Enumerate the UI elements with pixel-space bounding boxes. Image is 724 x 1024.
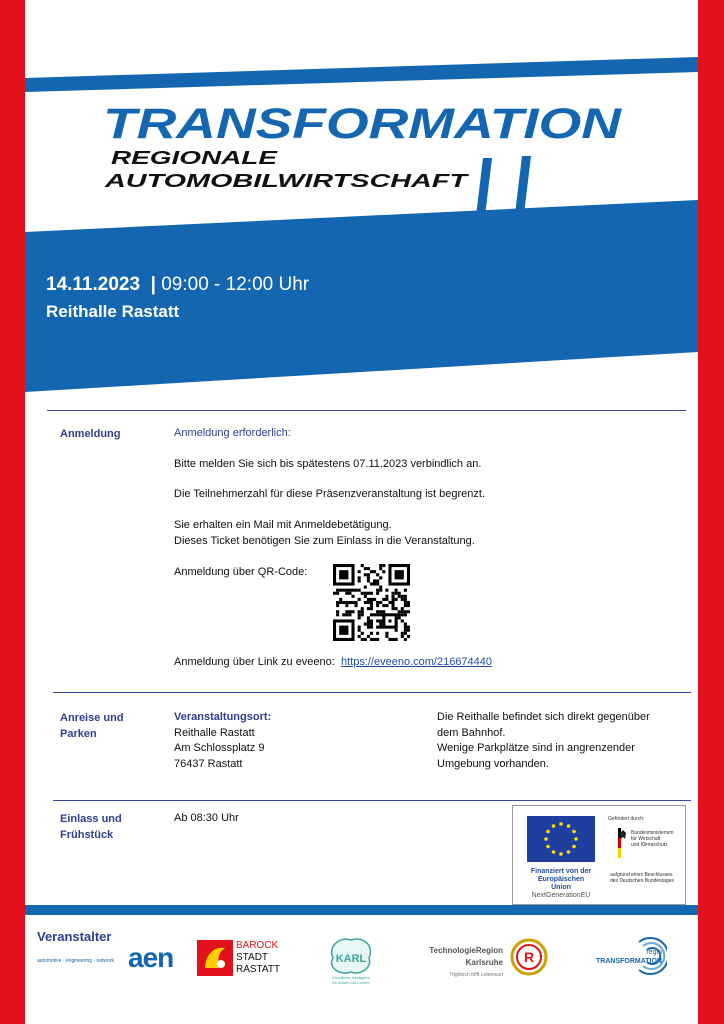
karl-name: KARL: [335, 953, 367, 965]
anmeldung-intro: Anmeldung erforderlich:: [174, 427, 291, 439]
barock-logo-icon: [197, 940, 233, 976]
flyer-page: [25, 0, 698, 1024]
address-line2: Am Schlossplatz 9: [174, 742, 265, 754]
gefoerdert-label: Gefördert durch:: [608, 816, 645, 822]
venue-note-line4: Umgebung vorhanden.: [437, 757, 549, 770]
anreise-label-line2: Parken: [60, 728, 97, 740]
event-venue: Reithalle Rastatt: [46, 302, 180, 321]
karl-subtitle: [325, 975, 377, 985]
section-divider: [53, 692, 691, 693]
einlass-label: [60, 811, 122, 843]
venue-note-line1: Die Reithalle befindet sich direkt gegenüber: [437, 711, 650, 723]
ministry-line2: für Wirtschaft: [631, 836, 661, 842]
eu-text: [527, 868, 595, 900]
ministry-name: [631, 830, 674, 848]
aen-tagline: automotive · engineering · network: [37, 958, 114, 964]
regio-line1: regio: [646, 949, 662, 956]
header-graphic: [25, 0, 698, 400]
event-date-time: [46, 274, 309, 296]
venue-note-line2: dem Bahnhof.: [437, 726, 506, 739]
footer-bar: [25, 905, 698, 915]
anmeldung-deadline: Bitte melden Sie sich bis spätestens 07.11.2023 verbindlich an.: [174, 458, 482, 470]
slash-mark: [515, 156, 531, 214]
barock-text: [236, 940, 280, 976]
german-eagle-icon: [618, 828, 628, 858]
tr-line3: Hightech trifft Lebensart: [450, 972, 503, 978]
top-stripe: [25, 57, 698, 92]
tr-line1: TechnologieRegion: [429, 946, 503, 955]
slash-mark: [507, 0, 523, 57]
decision-line2: des Deutschen Bundestages: [610, 878, 674, 884]
anmeldung-mail-note: Sie erhalten ein Mail mit Anmeldebetätigung.: [174, 519, 392, 531]
karl-line2: für Arbeit und Lernen: [332, 980, 370, 985]
eveeno-link[interactable]: https://eveeno.com/216674440: [340, 656, 493, 668]
event-title: TRANSFORMATION: [103, 100, 623, 148]
barock-line1: BAROCK: [236, 940, 279, 951]
eu-line3: NextGenerationEU: [531, 892, 591, 899]
einlass-label-line2: Frühstück: [60, 829, 114, 841]
section-divider: [53, 800, 691, 801]
technologieregion-badge-icon: [510, 938, 548, 976]
decision-line1: aufgrund eines Beschlusses: [610, 872, 673, 878]
venue-block: [174, 710, 271, 772]
event-subtitle-line1: REGIONALE: [111, 148, 279, 168]
anmeldung-capacity: Die Teilnehmerzahl für diese Präsenzveranstaltung ist begrenzt.: [174, 488, 486, 500]
eu-line1: Finanziert von der: [530, 868, 592, 875]
eu-flag-icon: [527, 816, 595, 862]
barock-line3: RASTATT: [236, 964, 281, 975]
ministry-line1: Bundesministerium: [631, 830, 674, 836]
anreise-label: [60, 710, 124, 742]
tr-line2: Karlsruhe: [465, 958, 503, 967]
qr-label: Anmeldung über QR-Code:: [174, 566, 308, 578]
slash-mark: [476, 158, 492, 216]
funding-box: [512, 805, 686, 905]
anreise-label-line1: Anreise und: [60, 712, 124, 724]
bundestag-decision: [610, 872, 674, 884]
karl-brain-icon: [325, 936, 377, 976]
technologieregion-text: [415, 945, 503, 981]
link-label: Anmeldung über Link zu eveeno:: [174, 656, 335, 668]
blue-band: [25, 200, 698, 392]
section-divider: [47, 410, 686, 411]
event-time: 09:00 - 12:00 Uhr: [161, 274, 310, 295]
anmeldung-ticket-note: Dieses Ticket benötigen Sie zum Einlass in die Veranstaltung.: [174, 535, 475, 547]
qr-code-icon[interactable]: [333, 564, 410, 641]
tr-badge-letter: R: [523, 949, 535, 965]
eu-line2: Europäischen Union: [537, 876, 585, 891]
anmeldung-label: Anmeldung: [60, 428, 121, 440]
einlass-time: Ab 08:30 Uhr: [174, 812, 239, 824]
karl-line1: Künstliche Intelligenz: [332, 975, 370, 980]
link-row: [174, 655, 492, 671]
einlass-label-line1: Einlass und: [60, 813, 122, 825]
organizer-label: Veranstalter: [37, 929, 112, 944]
slash-mark: [546, 0, 562, 57]
regio-circle-icon: [635, 936, 667, 976]
ministry-line3: und Klimaschutz: [631, 842, 668, 848]
barock-line2: STADT: [236, 952, 269, 963]
address-line3: 76437 Rastatt: [174, 757, 243, 770]
address-line1: Reithalle Rastatt: [174, 726, 255, 739]
date-separator: |: [150, 274, 156, 295]
aen-logo: aen: [128, 942, 174, 973]
venue-heading: Veranstaltungsort:: [174, 711, 272, 723]
venue-note-line3: Wenige Parkplätze sind in angrenzender: [437, 742, 635, 754]
event-date: 14.11.2023: [46, 274, 141, 295]
regio-line2: TRANSFORMATION: [596, 958, 662, 965]
event-subtitle-line2: AUTOMOBILWIRTSCHAFT: [103, 171, 471, 191]
venue-note: [437, 710, 650, 772]
